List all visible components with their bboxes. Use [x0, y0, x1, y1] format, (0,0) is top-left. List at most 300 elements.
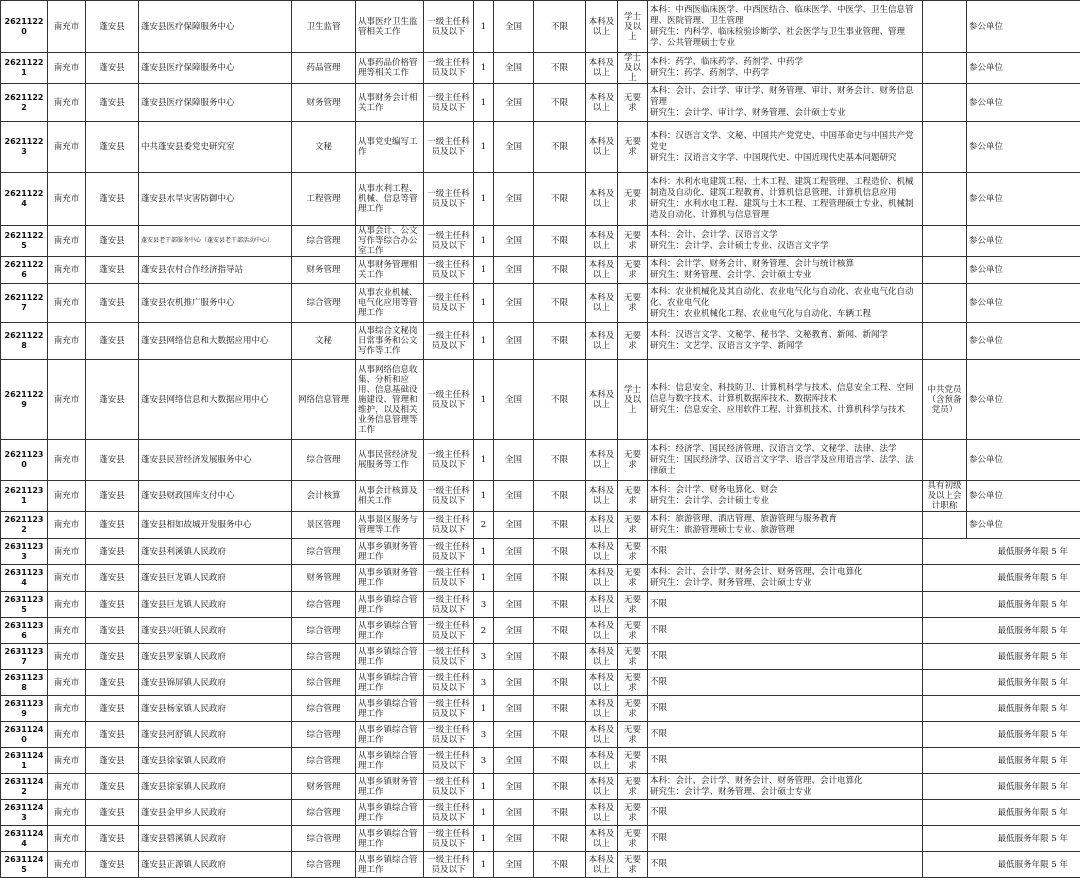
age-cell: 不限	[534, 284, 586, 323]
age-cell: 不限	[534, 722, 586, 748]
age-cell: 不限	[534, 774, 586, 800]
duty-cell: 从事乡镇综合管理工作	[356, 696, 424, 722]
position-cell: 综合管理	[292, 852, 356, 878]
scope-cell: 全国	[494, 618, 534, 644]
scope-cell: 全国	[494, 284, 534, 323]
job-code-cell: 26211232	[1, 512, 48, 539]
education-cell: 本科及以上	[586, 774, 618, 800]
education-cell: 本科及以上	[586, 84, 618, 122]
position-cell: 综合管理	[292, 670, 356, 696]
education-cell: 本科及以上	[586, 748, 618, 774]
age-cell: 不限	[534, 618, 586, 644]
age-cell: 不限	[534, 481, 586, 512]
table-row	[1, 722, 1080, 748]
city-cell: 南充市	[48, 852, 86, 878]
job-code-cell: 26211224	[1, 173, 48, 226]
table-row	[1, 512, 1080, 539]
education-cell: 本科及以上	[586, 670, 618, 696]
duty-cell: 从事乡镇综合管理工作	[356, 826, 424, 852]
major-cell: 不限	[648, 670, 923, 696]
education-cell: 本科及以上	[586, 512, 618, 539]
grade-cell: 一级主任科员及以下	[424, 539, 474, 565]
city-cell: 南充市	[48, 748, 86, 774]
unit-cell: 蓬安县徐家镇人民政府	[139, 774, 292, 800]
job-code-cell: 26211222	[1, 84, 48, 122]
education-cell: 本科及以上	[586, 173, 618, 226]
duty-cell: 从事乡镇财务管理工作	[356, 774, 424, 800]
unit-nature-cell: 参公单位	[967, 257, 1080, 284]
degree-cell: 无要求	[618, 774, 648, 800]
duty-cell: 从事乡镇财务管理工作	[356, 539, 424, 565]
age-cell: 不限	[534, 696, 586, 722]
unit-nature-cell: 最低服务年限 5 年	[923, 722, 1080, 748]
unit-nature-cell: 最低服务年限 5 年	[923, 565, 1080, 592]
duty-cell: 从事会计核算及相关工作	[356, 481, 424, 512]
other-requirement-cell: 中共党员（含预备党员）	[923, 360, 967, 440]
position-cell: 网络信息管理	[292, 360, 356, 440]
major-cell: 本科：农业机械化及其自动化、农业电气化与自动化、农业电气化自动化、农业电气化 研究生：农业机械化工程、农业电气化与自动化、车辆工程	[648, 284, 923, 323]
major-cell: 本科：中西医临床医学、中西医结合、临床医学、中医学、卫生信息管理、医院管理、卫生管理 研究生：内科学、临床检验诊断学、社会医学与卫生事业管理、管理学、公共管理硕士专业	[648, 1, 923, 53]
education-cell: 本科及以上	[586, 284, 618, 323]
age-cell: 不限	[534, 323, 586, 360]
degree-cell: 无要求	[618, 173, 648, 226]
county-cell: 蓬安县	[86, 122, 139, 173]
grade-cell: 一级主任科员及以下	[424, 618, 474, 644]
duty-cell: 从事乡镇综合管理工作	[356, 800, 424, 826]
unit-cell: 蓬安县金甲乡人民政府	[139, 800, 292, 826]
city-cell: 南充市	[48, 122, 86, 173]
job-code-cell: 26311239	[1, 696, 48, 722]
unit-nature-cell: 参公单位	[967, 481, 1080, 512]
table-row	[1, 592, 1080, 618]
headcount-cell: 1	[474, 257, 494, 284]
county-cell: 蓬安县	[86, 800, 139, 826]
other-requirement-cell	[923, 1, 967, 53]
county-cell: 蓬安县	[86, 565, 139, 592]
headcount-cell: 1	[474, 481, 494, 512]
unit-cell: 蓬安县碧溪镇人民政府	[139, 826, 292, 852]
grade-cell: 一级主任科员及以下	[424, 722, 474, 748]
education-cell: 本科及以上	[586, 852, 618, 878]
education-cell: 本科及以上	[586, 360, 618, 440]
city-cell: 南充市	[48, 826, 86, 852]
city-cell: 南充市	[48, 618, 86, 644]
unit-nature-cell: 参公单位	[967, 284, 1080, 323]
table-row	[1, 618, 1080, 644]
county-cell: 蓬安县	[86, 852, 139, 878]
county-cell: 蓬安县	[86, 323, 139, 360]
major-cell: 不限	[648, 539, 923, 565]
degree-cell: 无要求	[618, 440, 648, 481]
position-cell: 综合管理	[292, 539, 356, 565]
unit-cell: 蓬安县罗家镇人民政府	[139, 644, 292, 670]
age-cell: 不限	[534, 644, 586, 670]
age-cell: 不限	[534, 565, 586, 592]
age-cell: 不限	[534, 748, 586, 774]
headcount-cell: 1	[474, 539, 494, 565]
unit-nature-cell: 参公单位	[967, 1, 1080, 53]
grade-cell: 一级主任科员及以下	[424, 323, 474, 360]
degree-cell: 无要求	[618, 592, 648, 618]
major-cell: 不限	[648, 800, 923, 826]
age-cell: 不限	[534, 539, 586, 565]
education-cell: 本科及以上	[586, 592, 618, 618]
grade-cell: 一级主任科员及以下	[424, 173, 474, 226]
other-requirement-cell	[923, 226, 967, 257]
county-cell: 蓬安县	[86, 84, 139, 122]
job-code-cell: 26211221	[1, 53, 48, 84]
degree-cell: 无要求	[618, 748, 648, 774]
table-row	[1, 539, 1080, 565]
other-requirement-cell	[923, 284, 967, 323]
scope-cell: 全国	[494, 512, 534, 539]
other-requirement-cell	[923, 53, 967, 84]
unit-cell: 蓬安县网络信息和大数据应用中心	[139, 360, 292, 440]
position-cell: 综合管理	[292, 644, 356, 670]
scope-cell: 全国	[494, 360, 534, 440]
job-code-cell: 26311245	[1, 852, 48, 878]
duty-cell: 从事综合文秘岗日常事务和公文写作等工作	[356, 323, 424, 360]
major-cell: 本科：会计学、财务会计、财务管理、会计与统计核算 研究生：财务管理、会计学、会计硕士专业	[648, 257, 923, 284]
scope-cell: 全国	[494, 852, 534, 878]
age-cell: 不限	[534, 440, 586, 481]
unit-nature-cell: 最低服务年限 5 年	[923, 644, 1080, 670]
unit-cell: 蓬安县利溪镇人民政府	[139, 539, 292, 565]
city-cell: 南充市	[48, 774, 86, 800]
unit-nature-cell: 最低服务年限 5 年	[923, 618, 1080, 644]
county-cell: 蓬安县	[86, 618, 139, 644]
job-code-cell: 26311234	[1, 565, 48, 592]
table-row	[1, 800, 1080, 826]
age-cell: 不限	[534, 1, 586, 53]
headcount-cell: 3	[474, 592, 494, 618]
job-code-cell: 26311241	[1, 748, 48, 774]
grade-cell: 一级主任科员及以下	[424, 826, 474, 852]
table-row	[1, 360, 1080, 440]
table-row	[1, 826, 1080, 852]
grade-cell: 一级主任科员及以下	[424, 53, 474, 84]
scope-cell: 全国	[494, 722, 534, 748]
county-cell: 蓬安县	[86, 53, 139, 84]
education-cell: 本科及以上	[586, 323, 618, 360]
degree-cell: 学士及以上	[618, 1, 648, 53]
headcount-cell: 1	[474, 1, 494, 53]
other-requirement-cell	[923, 84, 967, 122]
major-cell: 本科：信息安全、科技防卫、计算机科学与技术、信息安全工程、空间信息与数字技术、计算机数据库技术、数据库技术 研究生：信息安全、应用软件工程、计算机技术、计算机科学与技术	[648, 360, 923, 440]
other-requirement-cell: 具有初级及以上会计职称	[923, 481, 967, 512]
unit-nature-cell: 最低服务年限 5 年	[923, 774, 1080, 800]
grade-cell: 一级主任科员及以下	[424, 226, 474, 257]
major-cell: 不限	[648, 748, 923, 774]
unit-cell: 中共蓬安县委党史研究室	[139, 122, 292, 173]
county-cell: 蓬安县	[86, 696, 139, 722]
headcount-cell: 1	[474, 800, 494, 826]
headcount-cell: 1	[474, 84, 494, 122]
duty-cell: 从事乡镇综合管理工作	[356, 722, 424, 748]
headcount-cell: 1	[474, 852, 494, 878]
table-row	[1, 644, 1080, 670]
major-cell: 本科：会计、会计学、财务会计、财务管理、会计电算化 研究生：会计学、财务管理、会计硕士专业	[648, 774, 923, 800]
position-cell: 综合管理	[292, 440, 356, 481]
county-cell: 蓬安县	[86, 644, 139, 670]
age-cell: 不限	[534, 826, 586, 852]
unit-cell: 蓬安县巨龙镇人民政府	[139, 592, 292, 618]
headcount-cell: 1	[474, 53, 494, 84]
education-cell: 本科及以上	[586, 440, 618, 481]
unit-nature-cell: 最低服务年限 5 年	[923, 696, 1080, 722]
grade-cell: 一级主任科员及以下	[424, 84, 474, 122]
grade-cell: 一级主任科员及以下	[424, 852, 474, 878]
grade-cell: 一级主任科员及以下	[424, 565, 474, 592]
unit-cell: 蓬安县徐家镇人民政府	[139, 748, 292, 774]
scope-cell: 全国	[494, 226, 534, 257]
table-row	[1, 696, 1080, 722]
duty-cell: 从事乡镇财务管理工作	[356, 565, 424, 592]
grade-cell: 一级主任科员及以下	[424, 800, 474, 826]
degree-cell: 无要求	[618, 800, 648, 826]
scope-cell: 全国	[494, 670, 534, 696]
city-cell: 南充市	[48, 440, 86, 481]
city-cell: 南充市	[48, 323, 86, 360]
scope-cell: 全国	[494, 539, 534, 565]
degree-cell: 无要求	[618, 722, 648, 748]
grade-cell: 一级主任科员及以下	[424, 774, 474, 800]
county-cell: 蓬安县	[86, 722, 139, 748]
grade-cell: 一级主任科员及以下	[424, 1, 474, 53]
position-cell: 综合管理	[292, 826, 356, 852]
unit-cell: 蓬安县锦屏镇人民政府	[139, 670, 292, 696]
grade-cell: 一级主任科员及以下	[424, 122, 474, 173]
degree-cell: 无要求	[618, 618, 648, 644]
county-cell: 蓬安县	[86, 748, 139, 774]
county-cell: 蓬安县	[86, 592, 139, 618]
degree-cell: 无要求	[618, 852, 648, 878]
county-cell: 蓬安县	[86, 226, 139, 257]
job-code-cell: 26311235	[1, 592, 48, 618]
job-code-cell: 26311237	[1, 644, 48, 670]
table-row	[1, 774, 1080, 800]
position-cell: 文秘	[292, 122, 356, 173]
table-row	[1, 122, 1080, 173]
unit-nature-cell: 参公单位	[967, 512, 1080, 539]
unit-cell: 蓬安县老干部服务中心（蓬安县老干部活动中心）	[139, 226, 292, 257]
unit-nature-cell: 参公单位	[967, 323, 1080, 360]
major-cell: 不限	[648, 826, 923, 852]
major-cell: 不限	[648, 618, 923, 644]
unit-nature-cell: 最低服务年限 5 年	[923, 826, 1080, 852]
headcount-cell: 3	[474, 670, 494, 696]
grade-cell: 一级主任科员及以下	[424, 696, 474, 722]
unit-nature-cell: 参公单位	[967, 226, 1080, 257]
other-requirement-cell	[923, 173, 967, 226]
job-code-cell: 26211231	[1, 481, 48, 512]
degree-cell: 无要求	[618, 565, 648, 592]
unit-cell: 蓬安县河舒镇人民政府	[139, 722, 292, 748]
education-cell: 本科及以上	[586, 53, 618, 84]
degree-cell: 无要求	[618, 644, 648, 670]
major-cell: 本科：会计学、财务电算化、财会 研究生：会计学、会计硕士专业	[648, 481, 923, 512]
unit-nature-cell: 最低服务年限 5 年	[923, 592, 1080, 618]
duty-cell: 从事乡镇综合管理工作	[356, 592, 424, 618]
position-cell: 会计核算	[292, 481, 356, 512]
education-cell: 本科及以上	[586, 696, 618, 722]
major-cell: 本科：水利水电建筑工程、土木工程、建筑工程管理、工程造价、机械制造及自动化、建筑工程教育、计算机信息管理、计算机信息应用 研究生：水利水电工程、建筑与土木工程、工程管理硕士专业、机械制造及自动化、计算机与信息管理	[648, 173, 923, 226]
degree-cell: 无要求	[618, 670, 648, 696]
unit-cell: 蓬安县兴旺镇人民政府	[139, 618, 292, 644]
major-cell: 不限	[648, 852, 923, 878]
unit-nature-cell: 参公单位	[967, 84, 1080, 122]
job-code-cell: 26211228	[1, 323, 48, 360]
table-row	[1, 852, 1080, 878]
degree-cell: 无要求	[618, 696, 648, 722]
city-cell: 南充市	[48, 1, 86, 53]
degree-cell: 无要求	[618, 481, 648, 512]
duty-cell: 从事药品价格管理等相关工作	[356, 53, 424, 84]
table-row	[1, 53, 1080, 84]
scope-cell: 全国	[494, 826, 534, 852]
table-row	[1, 440, 1080, 481]
other-requirement-cell	[923, 122, 967, 173]
city-cell: 南充市	[48, 644, 86, 670]
headcount-cell: 3	[474, 644, 494, 670]
unit-cell: 蓬安县杨家镇人民政府	[139, 696, 292, 722]
position-cell: 综合管理	[292, 800, 356, 826]
grade-cell: 一级主任科员及以下	[424, 592, 474, 618]
grade-cell: 一级主任科员及以下	[424, 284, 474, 323]
city-cell: 南充市	[48, 592, 86, 618]
scope-cell: 全国	[494, 565, 534, 592]
education-cell: 本科及以上	[586, 800, 618, 826]
table-row	[1, 257, 1080, 284]
job-code-cell: 26211227	[1, 284, 48, 323]
duty-cell: 从事乡镇综合管理工作	[356, 852, 424, 878]
degree-cell: 无要求	[618, 323, 648, 360]
scope-cell: 全国	[494, 696, 534, 722]
job-code-cell: 26311242	[1, 774, 48, 800]
headcount-cell: 1	[474, 440, 494, 481]
city-cell: 南充市	[48, 481, 86, 512]
city-cell: 南充市	[48, 670, 86, 696]
job-code-cell: 26311238	[1, 670, 48, 696]
scope-cell: 全国	[494, 53, 534, 84]
scope-cell: 全国	[494, 84, 534, 122]
education-cell: 本科及以上	[586, 644, 618, 670]
unit-nature-cell: 最低服务年限 5 年	[923, 800, 1080, 826]
unit-nature-cell: 参公单位	[967, 440, 1080, 481]
major-cell: 本科：旅游管理、酒店管理、旅游管理与服务教育 研究生：旅游管理硕士专业、旅游管理	[648, 512, 923, 539]
position-cell: 综合管理	[292, 592, 356, 618]
age-cell: 不限	[534, 84, 586, 122]
major-cell: 本科：会计、会计学、审计学、财务管理、审计、财务会计、财务信息管理 研究生：会计学、审计学、财务管理、会计硕士专业	[648, 84, 923, 122]
table-row	[1, 284, 1080, 323]
grade-cell: 一级主任科员及以下	[424, 512, 474, 539]
table-row	[1, 323, 1080, 360]
major-cell: 本科：经济学、国民经济管理、汉语言文学、文秘学、法律、法学 研究生：国民经济学、汉语言文字学、语言学及应用语言学、法学、法律硕士	[648, 440, 923, 481]
table-row	[1, 226, 1080, 257]
county-cell: 蓬安县	[86, 512, 139, 539]
city-cell: 南充市	[48, 173, 86, 226]
table-row	[1, 1, 1080, 53]
duty-cell: 从事网络信息收集、分析和应用、信息基础设施建设、管理和维护，以及相关业务信息管理等工作	[356, 360, 424, 440]
county-cell: 蓬安县	[86, 257, 139, 284]
position-cell: 财务管理	[292, 774, 356, 800]
grade-cell: 一级主任科员及以下	[424, 360, 474, 440]
position-cell: 景区管理	[292, 512, 356, 539]
unit-cell: 蓬安县正源镇人民政府	[139, 852, 292, 878]
scope-cell: 全国	[494, 1, 534, 53]
other-requirement-cell	[923, 257, 967, 284]
city-cell: 南充市	[48, 84, 86, 122]
duty-cell: 从事乡镇综合管理工作	[356, 748, 424, 774]
headcount-cell: 1	[474, 226, 494, 257]
position-cell: 财务管理	[292, 257, 356, 284]
county-cell: 蓬安县	[86, 173, 139, 226]
city-cell: 南充市	[48, 226, 86, 257]
headcount-cell: 1	[474, 323, 494, 360]
headcount-cell: 3	[474, 722, 494, 748]
unit-cell: 蓬安县农村合作经济指导站	[139, 257, 292, 284]
city-cell: 南充市	[48, 722, 86, 748]
duty-cell: 从事医疗卫生监管相关工作	[356, 1, 424, 53]
duty-cell: 从事财务会计相关工作	[356, 84, 424, 122]
city-cell: 南充市	[48, 257, 86, 284]
duty-cell: 从事会计、公文写作等综合办公室工作	[356, 226, 424, 257]
major-cell: 不限	[648, 696, 923, 722]
education-cell: 本科及以上	[586, 1, 618, 53]
age-cell: 不限	[534, 53, 586, 84]
education-cell: 本科及以上	[586, 226, 618, 257]
scope-cell: 全国	[494, 481, 534, 512]
unit-cell: 蓬安县医疗保障服务中心	[139, 1, 292, 53]
duty-cell: 从事财务管理相关工作	[356, 257, 424, 284]
major-cell: 不限	[648, 722, 923, 748]
scope-cell: 全国	[494, 323, 534, 360]
major-cell: 不限	[648, 592, 923, 618]
duty-cell: 从事乡镇综合管理工作	[356, 644, 424, 670]
scope-cell: 全国	[494, 173, 534, 226]
headcount-cell: 1	[474, 774, 494, 800]
education-cell: 本科及以上	[586, 565, 618, 592]
degree-cell: 学士及以上	[618, 360, 648, 440]
city-cell: 南充市	[48, 696, 86, 722]
age-cell: 不限	[534, 670, 586, 696]
education-cell: 本科及以上	[586, 722, 618, 748]
duty-cell: 从事乡镇综合管理工作	[356, 618, 424, 644]
county-cell: 蓬安县	[86, 481, 139, 512]
position-cell: 综合管理	[292, 696, 356, 722]
city-cell: 南充市	[48, 360, 86, 440]
age-cell: 不限	[534, 852, 586, 878]
county-cell: 蓬安县	[86, 539, 139, 565]
job-code-cell: 26211229	[1, 360, 48, 440]
headcount-cell: 1	[474, 122, 494, 173]
age-cell: 不限	[534, 592, 586, 618]
county-cell: 蓬安县	[86, 670, 139, 696]
table-row	[1, 748, 1080, 774]
unit-nature-cell: 参公单位	[967, 122, 1080, 173]
unit-cell: 蓬安县水旱灾害防御中心	[139, 173, 292, 226]
unit-cell: 蓬安县民营经济发展服务中心	[139, 440, 292, 481]
headcount-cell: 1	[474, 284, 494, 323]
unit-cell: 蓬安县网络信息和大数据应用中心	[139, 323, 292, 360]
duty-cell: 从事水利工程、机械、信息等管理工作	[356, 173, 424, 226]
degree-cell: 无要求	[618, 84, 648, 122]
scope-cell: 全国	[494, 122, 534, 173]
grade-cell: 一级主任科员及以下	[424, 481, 474, 512]
position-cell: 综合管理	[292, 722, 356, 748]
grade-cell: 一级主任科员及以下	[424, 644, 474, 670]
unit-nature-cell: 最低服务年限 5 年	[923, 670, 1080, 696]
